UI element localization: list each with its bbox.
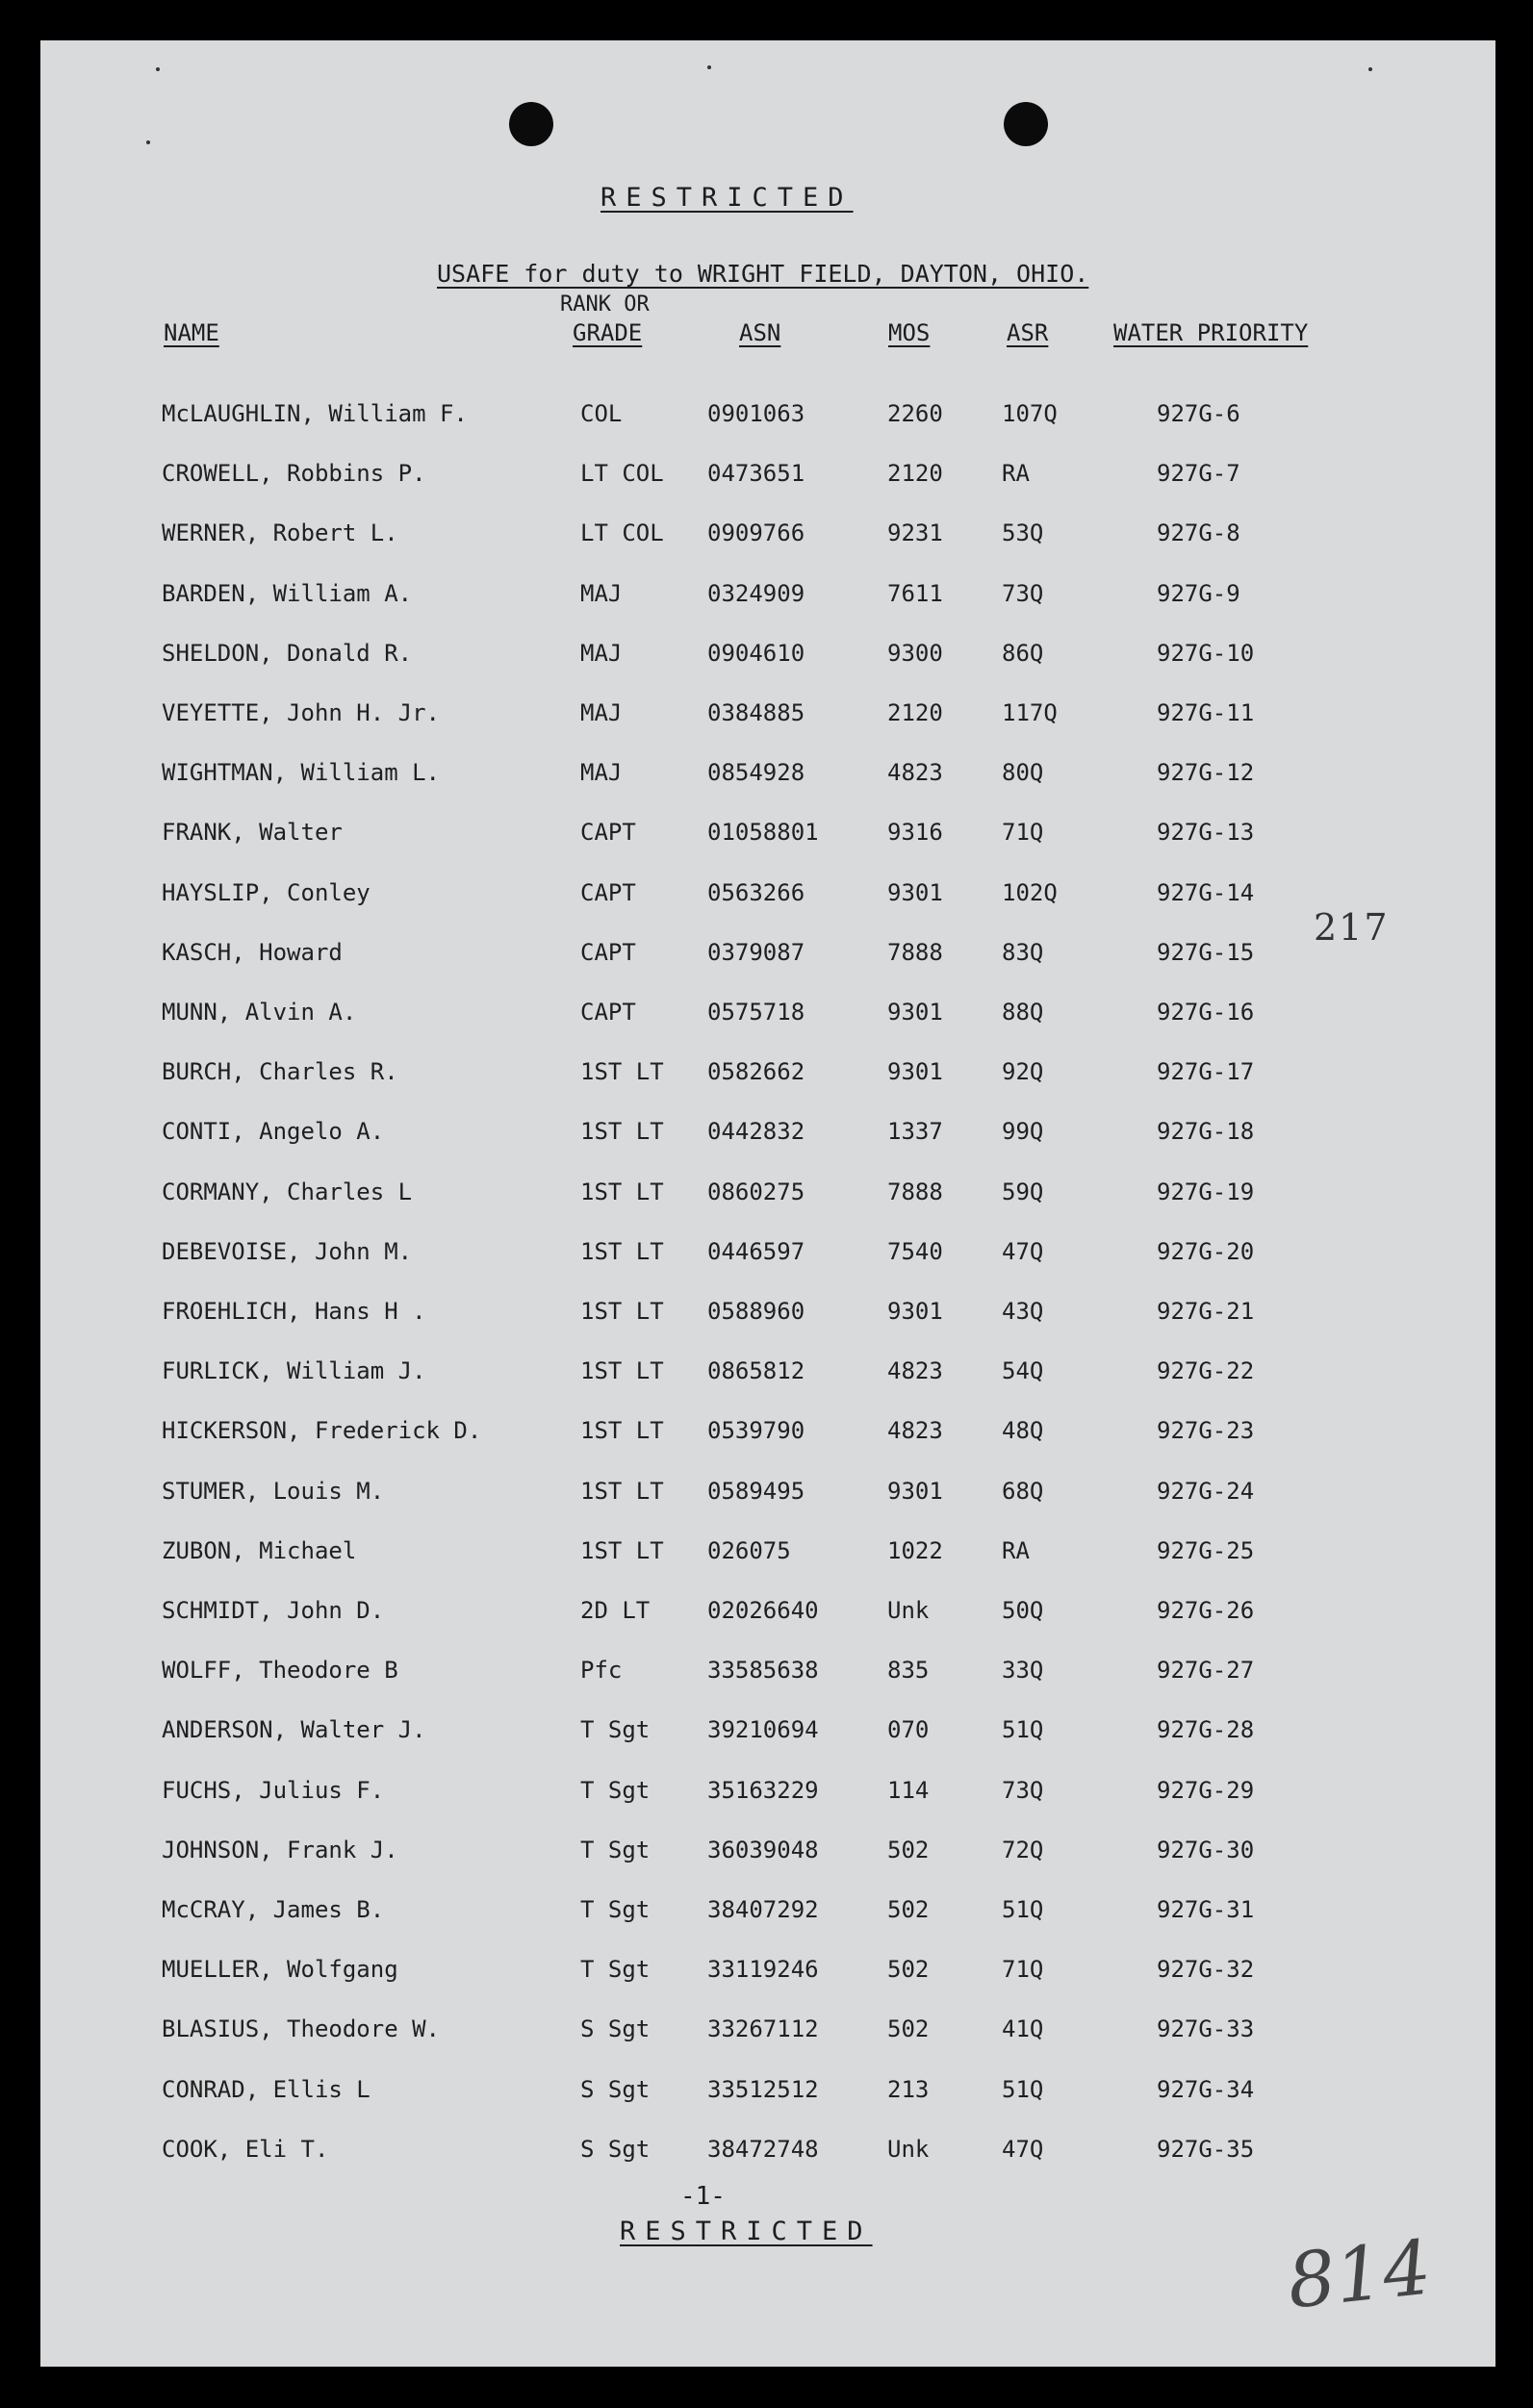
asr-code: 92Q <box>1002 1058 1044 1086</box>
water-priority: 927G-9 <box>1157 579 1240 607</box>
mos-code: 502 <box>887 1896 930 1923</box>
table-row <box>40 755 1495 790</box>
person-name: VEYETTE, John H. Jr. <box>162 699 440 726</box>
column-header-asr: ASR <box>1007 319 1049 346</box>
asn-number: 0588960 <box>707 1298 805 1325</box>
table-row <box>40 1773 1495 1808</box>
table-row <box>40 1234 1495 1269</box>
mos-code: 4823 <box>887 1357 943 1385</box>
person-name: KASCH, Howard <box>162 938 343 966</box>
asr-code: 71Q <box>1002 819 1044 847</box>
asr-code: 53Q <box>1002 520 1044 547</box>
mos-code: 9301 <box>887 1058 943 1086</box>
asr-code: 48Q <box>1002 1417 1044 1445</box>
asr-code: 59Q <box>1002 1178 1044 1205</box>
water-priority: 927G-14 <box>1157 878 1255 906</box>
table-row <box>40 696 1495 730</box>
rank-grade: CAPT <box>580 878 636 906</box>
person-name: STUMER, Louis M. <box>162 1477 385 1505</box>
water-priority: 927G-8 <box>1157 520 1240 547</box>
mos-code: 2120 <box>887 460 943 488</box>
rank-grade: 2D LT <box>580 1597 651 1624</box>
asn-number: 0384885 <box>707 699 805 726</box>
mos-code: 9316 <box>887 819 943 847</box>
mos-code: Unk <box>887 1597 930 1624</box>
asr-code: 80Q <box>1002 759 1044 787</box>
person-name: FRANK, Walter <box>162 819 343 847</box>
table-row <box>40 1653 1495 1687</box>
asn-number: 35163229 <box>707 1776 819 1804</box>
mos-code: 114 <box>887 1776 930 1804</box>
person-name: WERNER, Robert L. <box>162 520 398 547</box>
person-name: FURLICK, William J. <box>162 1357 426 1385</box>
rank-grade: CAPT <box>580 999 636 1026</box>
rank-grade: 1ST LT <box>580 1118 664 1146</box>
water-priority: 927G-15 <box>1157 938 1255 966</box>
rank-grade: 1ST LT <box>580 1417 664 1445</box>
water-priority: 927G-34 <box>1157 2075 1255 2103</box>
rank-grade: CAPT <box>580 938 636 966</box>
mos-code: 213 <box>887 2075 930 2103</box>
person-name: CONTI, Angelo A. <box>162 1118 385 1146</box>
rank-grade: LT COL <box>580 520 664 547</box>
rank-grade: T Sgt <box>580 1956 651 1984</box>
person-name: McCRAY, James B. <box>162 1896 385 1923</box>
asn-number: 39210694 <box>707 1716 819 1744</box>
water-priority: 927G-13 <box>1157 819 1255 847</box>
asn-number: 33512512 <box>707 2075 819 2103</box>
person-name: CROWELL, Robbins P. <box>162 460 426 488</box>
asn-number: 01058801 <box>707 819 819 847</box>
asr-code: 73Q <box>1002 1776 1044 1804</box>
rank-grade: Pfc <box>580 1657 623 1685</box>
classification-header: RESTRICTED <box>600 183 854 213</box>
document-subject: USAFE for duty to WRIGHT FIELD, DAYTON, OHIO. <box>437 260 1089 288</box>
asn-number: 0589495 <box>707 1477 805 1505</box>
asr-code: 86Q <box>1002 639 1044 667</box>
mos-code: 9301 <box>887 878 943 906</box>
asn-number: 33119246 <box>707 1956 819 1984</box>
person-name: FUCHS, Julius F. <box>162 1776 385 1804</box>
asn-number: 0575718 <box>707 999 805 1026</box>
rank-grade: MAJ <box>580 579 623 607</box>
mos-code: 7611 <box>887 579 943 607</box>
table-row <box>40 456 1495 491</box>
rank-grade: T Sgt <box>580 1776 651 1804</box>
rank-grade: CAPT <box>580 819 636 847</box>
asr-code: 33Q <box>1002 1657 1044 1685</box>
mos-code: 2260 <box>887 400 943 427</box>
table-row <box>40 995 1495 1029</box>
rank-grade: S Sgt <box>580 2075 651 2103</box>
asr-code: 107Q <box>1002 400 1058 427</box>
water-priority: 927G-19 <box>1157 1178 1255 1205</box>
rank-grade: MAJ <box>580 639 623 667</box>
asr-code: 83Q <box>1002 938 1044 966</box>
asr-code: 102Q <box>1002 878 1058 906</box>
table-row <box>40 576 1495 611</box>
classification-footer: RESTRICTED <box>620 2217 873 2246</box>
rank-grade: T Sgt <box>580 1716 651 1744</box>
person-name: SCHMIDT, John D. <box>162 1597 385 1624</box>
asr-code: RA <box>1002 460 1030 488</box>
water-priority: 927G-12 <box>1157 759 1255 787</box>
column-header-mos: MOS <box>888 319 931 346</box>
punch-hole-right <box>1004 102 1048 146</box>
water-priority: 927G-16 <box>1157 999 1255 1026</box>
asr-code: 117Q <box>1002 699 1058 726</box>
water-priority: 927G-35 <box>1157 2135 1255 2163</box>
mos-code: 9301 <box>887 1298 943 1325</box>
table-row <box>40 1833 1495 1867</box>
asn-number: 0473651 <box>707 460 805 488</box>
column-header-asn: ASN <box>739 319 781 346</box>
table-row <box>40 1114 1495 1149</box>
asr-code: 72Q <box>1002 1836 1044 1863</box>
asr-code: 99Q <box>1002 1118 1044 1146</box>
asn-number: 33267112 <box>707 2015 819 2043</box>
person-name: COOK, Eli T. <box>162 2135 329 2163</box>
asn-number: 36039048 <box>707 1836 819 1863</box>
water-priority: 927G-11 <box>1157 699 1255 726</box>
table-row <box>40 1712 1495 1747</box>
table-row <box>40 2012 1495 2046</box>
water-priority: 927G-31 <box>1157 1896 1255 1923</box>
table-row <box>40 1054 1495 1089</box>
water-priority: 927G-6 <box>1157 400 1240 427</box>
rank-grade: T Sgt <box>580 1896 651 1923</box>
table-row <box>40 935 1495 970</box>
water-priority: 927G-29 <box>1157 1776 1255 1804</box>
person-name: CONRAD, Ellis L <box>162 2075 370 2103</box>
asr-code: RA <box>1002 1536 1030 1564</box>
mos-code: 7888 <box>887 938 943 966</box>
water-priority: 927G-33 <box>1157 2015 1255 2043</box>
water-priority: 927G-27 <box>1157 1657 1255 1685</box>
mos-code: 7540 <box>887 1237 943 1265</box>
asn-number: 0582662 <box>707 1058 805 1086</box>
mos-code: 1022 <box>887 1536 943 1564</box>
asr-code: 47Q <box>1002 1237 1044 1265</box>
mos-code: 7888 <box>887 1178 943 1205</box>
asn-number: 0324909 <box>707 579 805 607</box>
water-priority: 927G-7 <box>1157 460 1240 488</box>
mos-code: 9301 <box>887 999 943 1026</box>
asr-code: 71Q <box>1002 1956 1044 1984</box>
person-name: HICKERSON, Frederick D. <box>162 1417 482 1445</box>
asn-number: 026075 <box>707 1536 791 1564</box>
table-row <box>40 1413 1495 1448</box>
water-priority: 927G-21 <box>1157 1298 1255 1325</box>
person-name: SHELDON, Donald R. <box>162 639 413 667</box>
asn-number: 0854928 <box>707 759 805 787</box>
column-header-name: NAME <box>164 319 219 346</box>
rank-grade: S Sgt <box>580 2015 651 2043</box>
punch-hole-left <box>509 102 553 146</box>
person-name: McLAUGHLIN, William F. <box>162 400 468 427</box>
speck <box>1368 67 1372 71</box>
water-priority: 927G-32 <box>1157 1956 1255 1984</box>
asr-code: 68Q <box>1002 1477 1044 1505</box>
table-row <box>40 1175 1495 1209</box>
asr-code: 43Q <box>1002 1298 1044 1325</box>
asr-code: 73Q <box>1002 579 1044 607</box>
asn-number: 38472748 <box>707 2135 819 2163</box>
table-row <box>40 815 1495 849</box>
water-priority: 927G-18 <box>1157 1118 1255 1146</box>
asn-number: 0909766 <box>707 520 805 547</box>
document-page <box>40 40 1495 2367</box>
table-row <box>40 516 1495 550</box>
rank-grade: S Sgt <box>580 2135 651 2163</box>
table-row <box>40 1892 1495 1927</box>
person-name: CORMANY, Charles L <box>162 1178 413 1205</box>
person-name: ZUBON, Michael <box>162 1536 357 1564</box>
water-priority: 927G-17 <box>1157 1058 1255 1086</box>
water-priority: 927G-10 <box>1157 639 1255 667</box>
rank-grade: 1ST LT <box>580 1536 664 1564</box>
mos-code: 2120 <box>887 699 943 726</box>
asn-number: 0539790 <box>707 1417 805 1445</box>
table-row <box>40 875 1495 910</box>
table-row <box>40 1354 1495 1388</box>
rank-grade: T Sgt <box>580 1836 651 1863</box>
asn-number: 0901063 <box>707 400 805 427</box>
asr-code: 50Q <box>1002 1597 1044 1624</box>
margin-number: 217 <box>1314 906 1390 949</box>
mos-code: Unk <box>887 2135 930 2163</box>
person-name: BLASIUS, Theodore W. <box>162 2015 440 2043</box>
column-header-water-priority: WATER PRIORITY <box>1113 319 1309 346</box>
mos-code: 9301 <box>887 1477 943 1505</box>
table-row <box>40 1294 1495 1329</box>
column-header-grade: GRADE <box>573 319 643 346</box>
person-name: MUELLER, Wolfgang <box>162 1956 398 1984</box>
asr-code: 51Q <box>1002 1896 1044 1923</box>
table-row <box>40 1474 1495 1508</box>
table-row <box>40 2132 1495 2167</box>
water-priority: 927G-26 <box>1157 1597 1255 1624</box>
page-number: -1- <box>680 2182 726 2211</box>
rank-grade: 1ST LT <box>580 1298 664 1325</box>
rank-grade: LT COL <box>580 460 664 488</box>
asn-number: 0865812 <box>707 1357 805 1385</box>
table-row <box>40 636 1495 671</box>
speck <box>146 140 150 144</box>
person-name: HAYSLIP, Conley <box>162 878 370 906</box>
table-row <box>40 396 1495 431</box>
mos-code: 502 <box>887 1956 930 1984</box>
asr-code: 51Q <box>1002 1716 1044 1744</box>
asr-code: 88Q <box>1002 999 1044 1026</box>
table-row <box>40 1593 1495 1628</box>
water-priority: 927G-23 <box>1157 1417 1255 1445</box>
water-priority: 927G-30 <box>1157 1836 1255 1863</box>
asn-number: 38407292 <box>707 1896 819 1923</box>
mos-code: 070 <box>887 1716 930 1744</box>
rank-grade: COL <box>580 400 623 427</box>
speck <box>156 67 160 71</box>
water-priority: 927G-20 <box>1157 1237 1255 1265</box>
asn-number: 02026640 <box>707 1597 819 1624</box>
rank-grade: 1ST LT <box>580 1237 664 1265</box>
table-row <box>40 2072 1495 2107</box>
asn-number: 0446597 <box>707 1237 805 1265</box>
mos-code: 4823 <box>887 1417 943 1445</box>
rank-grade: 1ST LT <box>580 1357 664 1385</box>
asr-code: 54Q <box>1002 1357 1044 1385</box>
water-priority: 927G-22 <box>1157 1357 1255 1385</box>
asr-code: 47Q <box>1002 2135 1044 2163</box>
person-name: WOLFF, Theodore B <box>162 1657 398 1685</box>
asn-number: 0442832 <box>707 1118 805 1146</box>
rank-grade: MAJ <box>580 699 623 726</box>
mos-code: 835 <box>887 1657 930 1685</box>
asn-number: 0563266 <box>707 878 805 906</box>
asn-number: 33585638 <box>707 1657 819 1685</box>
mos-code: 502 <box>887 2015 930 2043</box>
person-name: MUNN, Alvin A. <box>162 999 357 1026</box>
water-priority: 927G-24 <box>1157 1477 1255 1505</box>
person-name: WIGHTMAN, William L. <box>162 759 440 787</box>
asr-code: 51Q <box>1002 2075 1044 2103</box>
mos-code: 9300 <box>887 639 943 667</box>
asn-number: 0860275 <box>707 1178 805 1205</box>
person-name: FROEHLICH, Hans H . <box>162 1298 426 1325</box>
asr-code: 41Q <box>1002 2015 1044 2043</box>
person-name: BARDEN, William A. <box>162 579 413 607</box>
water-priority: 927G-28 <box>1157 1716 1255 1744</box>
rank-grade: 1ST LT <box>580 1477 664 1505</box>
handwritten-number: 814 <box>1283 2224 1436 2326</box>
rank-grade: MAJ <box>580 759 623 787</box>
person-name: BURCH, Charles R. <box>162 1058 398 1086</box>
mos-code: 4823 <box>887 759 943 787</box>
rank-grade: 1ST LT <box>580 1058 664 1086</box>
person-name: JOHNSON, Frank J. <box>162 1836 398 1863</box>
mos-code: 9231 <box>887 520 943 547</box>
table-row <box>40 1952 1495 1987</box>
water-priority: 927G-25 <box>1157 1536 1255 1564</box>
asn-number: 0904610 <box>707 639 805 667</box>
asn-number: 0379087 <box>707 938 805 966</box>
speck <box>707 65 711 69</box>
mos-code: 502 <box>887 1836 930 1863</box>
person-name: ANDERSON, Walter J. <box>162 1716 426 1744</box>
rank-grade: 1ST LT <box>580 1178 664 1205</box>
column-header-rank-line1: RANK OR <box>560 292 650 317</box>
mos-code: 1337 <box>887 1118 943 1146</box>
table-row <box>40 1534 1495 1568</box>
person-name: DEBEVOISE, John M. <box>162 1237 413 1265</box>
